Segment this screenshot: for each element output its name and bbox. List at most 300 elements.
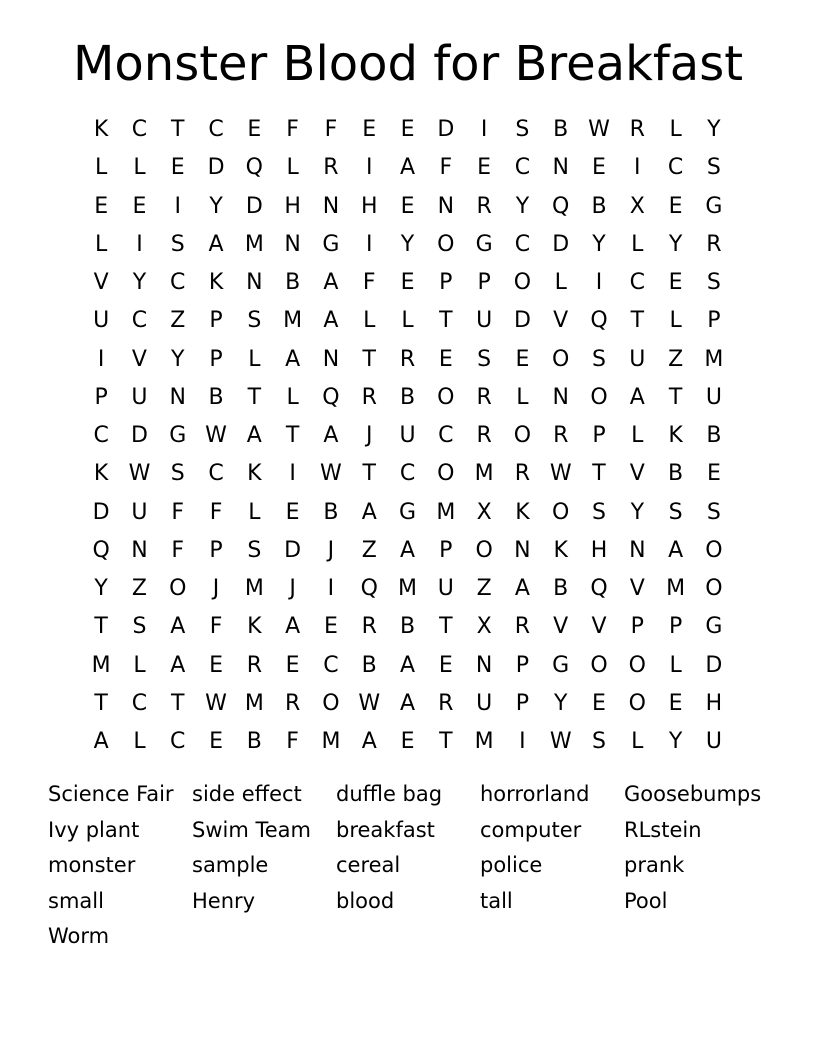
grid-letter: L	[133, 155, 146, 181]
grid-letter: D	[207, 155, 225, 181]
grid-letter: W	[588, 117, 610, 142]
grid-letter: P	[477, 270, 491, 295]
grid-letter: Z	[131, 576, 147, 601]
grid-letter: L	[631, 423, 644, 448]
grid-letter: L	[669, 652, 682, 678]
grid-letter: K	[208, 270, 224, 295]
grid-letter: V	[131, 346, 147, 372]
grid-letter: E	[400, 193, 415, 219]
grid-letter: W	[320, 461, 342, 487]
word-list-item: monster	[48, 853, 136, 877]
word-list-item: police	[480, 853, 543, 877]
grid-letter: E	[132, 193, 147, 219]
grid-letter: V	[553, 308, 569, 334]
grid-letter: O	[628, 690, 646, 716]
grid-letter: R	[629, 117, 645, 142]
grid-letter: U	[476, 308, 493, 334]
word-list-item: Swim Team	[192, 817, 311, 842]
grid-letter: T	[362, 461, 376, 487]
word-list-item: prank	[624, 853, 685, 877]
word-list-item: Goosebumps	[624, 782, 762, 806]
grid-letter: L	[286, 384, 299, 410]
grid-letter: Y	[400, 231, 415, 257]
grid-letter: D	[437, 117, 455, 142]
grid-letter: B	[399, 384, 416, 410]
grid-letter: N	[629, 537, 646, 563]
grid-letter: N	[514, 537, 531, 563]
grid-letter: R	[476, 384, 492, 410]
grid-letter: F	[324, 117, 338, 142]
grid-letter: A	[170, 652, 186, 678]
word-list-item: Worm	[48, 924, 110, 948]
grid-letter: E	[285, 499, 300, 525]
grid-letter: S	[706, 270, 721, 295]
word-list-item: RLstein	[624, 817, 702, 842]
grid-letter: T	[668, 384, 683, 410]
grid-letter: Y	[668, 231, 683, 257]
grid-letter: L	[286, 155, 299, 181]
grid-letter: A	[323, 423, 339, 448]
grid-letter: E	[592, 155, 606, 181]
grid-letter: T	[94, 690, 108, 716]
grid-letter: P	[630, 614, 644, 640]
grid-letter: E	[170, 155, 185, 181]
grid-letter: L	[631, 231, 644, 257]
grid-letter: A	[399, 652, 416, 678]
grid-letter: Z	[668, 346, 684, 372]
grid-letter: S	[592, 499, 606, 525]
grid-letter: N	[437, 193, 455, 219]
grid-letter: M	[283, 308, 303, 334]
grid-letter: N	[322, 193, 340, 219]
grid-letter: Y	[630, 499, 645, 525]
grid-letter: Q	[590, 308, 608, 334]
grid-letter: A	[399, 690, 416, 716]
grid-letter: N	[131, 537, 148, 563]
grid-letter: E	[247, 117, 262, 142]
grid-letter: R	[246, 652, 262, 678]
grid-letter: C	[170, 729, 186, 754]
grid-letter: E	[323, 614, 338, 640]
grid-letter: I	[480, 117, 488, 142]
grid-letter: O	[552, 346, 570, 372]
grid-letter: V	[629, 576, 645, 601]
grid-letter: A	[668, 537, 684, 563]
word-list-item: breakfast	[336, 817, 435, 842]
grid-letter: G	[475, 231, 493, 257]
grid-letter: J	[289, 576, 296, 601]
grid-letter: M	[474, 461, 494, 487]
grid-letter: S	[515, 117, 530, 142]
grid-letter: E	[706, 461, 721, 487]
grid-letter: X	[476, 499, 492, 525]
grid-letter: A	[323, 308, 339, 334]
grid-letter: N	[552, 384, 569, 410]
grid-letter: Y	[553, 690, 568, 716]
grid-letter: E	[400, 117, 415, 142]
grid-letter: R	[514, 614, 531, 640]
grid-letter: M	[91, 652, 111, 678]
grid-letter: J	[327, 537, 335, 563]
grid-letter: A	[208, 231, 224, 257]
grid-letter: K	[247, 461, 262, 487]
grid-letter: P	[668, 614, 683, 640]
grid-letter: S	[592, 346, 606, 372]
grid-letter: S	[170, 461, 185, 487]
grid-letter: Z	[476, 576, 492, 601]
grid-letter: Q	[322, 384, 340, 410]
grid-letter: V	[553, 614, 569, 640]
grid-letter: I	[519, 729, 526, 754]
grid-letter: L	[133, 652, 146, 678]
grid-letter: P	[515, 652, 530, 678]
grid-letter: I	[136, 231, 143, 257]
grid-letter: D	[92, 499, 110, 525]
grid-letter: Q	[590, 576, 608, 601]
grid-letter: B	[553, 576, 569, 601]
grid-letter: A	[285, 614, 301, 640]
grid-letter: R	[284, 690, 301, 716]
grid-letter: F	[362, 270, 376, 295]
grid-letter: O	[437, 384, 455, 410]
grid-letter: U	[131, 499, 148, 525]
grid-letter: N	[246, 270, 263, 295]
grid-letter: R	[476, 193, 492, 219]
grid-letter: S	[247, 308, 262, 334]
grid-letter: P	[209, 346, 223, 372]
grid-letter: A	[399, 537, 416, 563]
grid-letter: C	[514, 231, 531, 257]
grid-letter: F	[171, 537, 185, 563]
grid-letter: Z	[361, 537, 377, 563]
grid-letter: U	[437, 576, 454, 601]
grid-letter: P	[209, 537, 223, 563]
grid-letter: E	[668, 690, 683, 716]
grid-letter: Y	[592, 231, 606, 257]
grid-letter: G	[322, 231, 340, 257]
grid-letter: Y	[668, 729, 683, 754]
grid-letter: D	[705, 652, 723, 678]
grid-letter: P	[439, 537, 453, 563]
grid-letter: E	[400, 729, 415, 754]
grid-letter: W	[549, 729, 572, 754]
grid-letter: O	[513, 270, 532, 295]
grid-letter: B	[285, 270, 301, 295]
grid-letter: C	[131, 690, 148, 716]
grid-letter: K	[93, 117, 109, 142]
grid-letter: U	[705, 729, 722, 754]
grid-letter: O	[705, 537, 723, 563]
grid-letter: I	[289, 461, 296, 487]
grid-letter: L	[554, 270, 567, 295]
grid-letter: R	[323, 155, 339, 181]
grid-letter: A	[323, 270, 339, 295]
word-list-item: Science Fair	[48, 782, 174, 806]
grid-letter: F	[286, 729, 299, 754]
grid-letter: M	[474, 729, 494, 754]
grid-letter: N	[552, 155, 569, 181]
grid-letter: L	[363, 308, 376, 334]
grid-letter: T	[171, 690, 185, 716]
word-list-item: Ivy plant	[48, 817, 140, 842]
grid-letter: L	[248, 499, 261, 525]
grid-letter: C	[131, 308, 148, 334]
grid-letter: O	[513, 423, 532, 448]
grid-letter: W	[205, 690, 227, 716]
grid-letter: B	[246, 729, 262, 754]
grid-letter: G	[169, 423, 187, 448]
grid-letter: B	[591, 193, 607, 219]
grid-letter: Y	[515, 193, 530, 219]
grid-letter: W	[549, 461, 572, 487]
grid-letter: A	[246, 423, 262, 448]
grid-letter: K	[668, 423, 683, 448]
word-list-item: side effect	[192, 782, 302, 806]
grid-letter: T	[439, 614, 453, 640]
grid-letter: M	[666, 576, 686, 601]
grid-letter: Y	[132, 270, 147, 295]
grid-letter: O	[590, 652, 608, 678]
grid-letter: B	[399, 614, 416, 640]
puzzle-title: Monster Blood for Breakfast	[72, 36, 744, 92]
grid-letter: E	[94, 193, 109, 219]
grid-letter: E	[477, 155, 492, 181]
word-list-item: blood	[336, 888, 395, 913]
grid-letter: U	[705, 384, 722, 410]
grid-letter: M	[321, 729, 341, 754]
grid-letter: B	[553, 117, 569, 142]
grid-letter: V	[629, 461, 645, 487]
grid-letter: N	[169, 384, 186, 410]
grid-letter: S	[706, 155, 721, 181]
grid-letter: M	[704, 346, 724, 372]
grid-letter: G	[552, 652, 570, 678]
grid-letter: M	[244, 576, 264, 601]
grid-letter: L	[669, 308, 682, 334]
grid-letter: H	[705, 690, 723, 716]
word-list-item: horrorland	[480, 782, 590, 806]
grid-letter: R	[476, 423, 492, 448]
grid-letter: I	[634, 155, 641, 181]
grid-letter: T	[285, 423, 300, 448]
grid-letter: R	[514, 461, 531, 487]
grid-letter: T	[94, 614, 108, 640]
grid-letter: Q	[552, 193, 570, 219]
grid-letter: B	[323, 499, 339, 525]
grid-letter: P	[439, 270, 453, 295]
grid-letter: H	[360, 193, 378, 219]
grid-letter: T	[362, 346, 376, 372]
grid-letter: C	[208, 461, 224, 487]
grid-letter: E	[668, 193, 683, 219]
grid-letter: L	[631, 729, 644, 754]
word-list-item: Henry	[192, 888, 256, 913]
grid-letter: F	[439, 155, 453, 181]
grid-letter: G	[705, 193, 723, 219]
grid-letter: O	[705, 576, 723, 601]
grid-letter: Y	[94, 576, 108, 601]
grid-letter: O	[169, 576, 187, 601]
grid-letter: B	[361, 652, 377, 678]
grid-letter: O	[437, 461, 455, 487]
grid-letter: L	[516, 384, 529, 410]
grid-letter: P	[592, 423, 606, 448]
grid-letter: S	[132, 614, 147, 640]
grid-letter: D	[552, 231, 570, 257]
grid-letter: E	[668, 270, 683, 295]
word-list	[48, 777, 768, 955]
grid-letter: E	[209, 729, 223, 754]
grid-letter: W	[358, 690, 381, 716]
grid-letter: C	[208, 117, 224, 142]
grid-letter: I	[365, 231, 373, 257]
grid-letter: T	[439, 308, 453, 334]
grid-letter: T	[171, 117, 185, 142]
word-list-item: small	[48, 888, 104, 913]
grid-letter: C	[629, 270, 645, 295]
grid-letter: O	[628, 652, 646, 678]
grid-letter: L	[248, 346, 261, 372]
grid-letter: O	[552, 499, 570, 525]
grid-letter: O	[322, 690, 340, 716]
grid-letter: A	[170, 614, 186, 640]
grid-letter: R	[399, 346, 416, 372]
grid-letter: P	[209, 308, 223, 334]
grid-letter: T	[247, 384, 262, 410]
grid-letter: K	[553, 537, 568, 563]
grid-letter: I	[327, 576, 335, 601]
grid-letter: M	[436, 499, 456, 525]
grid-letter: N	[475, 652, 493, 678]
grid-letter: I	[595, 270, 603, 295]
letter-grid	[82, 111, 733, 761]
grid-letter: L	[401, 308, 414, 334]
grid-letter: O	[437, 231, 455, 257]
grid-letter: I	[97, 346, 105, 372]
grid-letter: C	[667, 155, 684, 181]
grid-letter: C	[93, 423, 109, 448]
grid-letter: P	[707, 308, 721, 334]
grid-letter: C	[438, 423, 454, 448]
grid-letter: R	[553, 423, 569, 448]
grid-letter: U	[399, 423, 416, 448]
word-list-item: cereal	[336, 853, 401, 877]
grid-letter: D	[130, 423, 148, 448]
grid-letter: W	[128, 461, 151, 487]
grid-letter: Y	[707, 117, 721, 142]
grid-letter: D	[245, 193, 263, 219]
grid-letter: E	[209, 652, 223, 678]
grid-letter: L	[133, 729, 146, 754]
grid-letter: T	[439, 729, 453, 754]
grid-letter: H	[284, 193, 301, 219]
grid-letter: E	[515, 346, 530, 372]
grid-letter: N	[284, 231, 301, 257]
word-list-item: tall	[480, 888, 513, 913]
word-list-item: duffle bag	[336, 782, 443, 806]
grid-letter: B	[706, 423, 722, 448]
grid-letter: E	[285, 652, 300, 678]
word-list-item: sample	[192, 853, 269, 877]
grid-letter: R	[361, 384, 377, 410]
grid-letter: U	[131, 384, 148, 410]
grid-letter: E	[400, 270, 415, 295]
grid-letter: N	[322, 346, 340, 372]
grid-letter: L	[95, 155, 108, 181]
grid-letter: V	[93, 270, 109, 295]
grid-letter: I	[174, 193, 181, 219]
grid-letter: L	[95, 231, 108, 257]
grid-letter: G	[398, 499, 417, 525]
grid-letter: M	[398, 576, 418, 601]
grid-letter: T	[592, 461, 606, 487]
grid-letter: P	[94, 384, 108, 410]
grid-letter: S	[592, 729, 606, 754]
grid-letter: E	[438, 346, 453, 372]
grid-letter: X	[476, 614, 492, 640]
grid-letter: D	[513, 308, 531, 334]
grid-letter: Q	[360, 576, 378, 601]
grid-letter: U	[476, 690, 493, 716]
grid-letter: C	[323, 652, 339, 678]
grid-letter: C	[514, 155, 531, 181]
grid-letter: A	[629, 384, 645, 410]
grid-letter: J	[365, 423, 373, 448]
grid-letter: A	[361, 499, 377, 525]
word-list-item: Pool	[624, 888, 668, 913]
grid-letter: R	[361, 614, 377, 640]
grid-letter: S	[247, 537, 262, 563]
grid-letter: Q	[92, 537, 110, 563]
grid-letter: Y	[171, 346, 185, 372]
grid-letter: U	[93, 308, 110, 334]
grid-letter: A	[361, 729, 377, 754]
grid-letter: X	[629, 193, 645, 219]
grid-letter: L	[669, 117, 682, 142]
word-list-item: computer	[480, 817, 582, 842]
grid-letter: P	[515, 690, 530, 716]
grid-letter: C	[170, 270, 186, 295]
grid-letter: I	[365, 155, 373, 181]
grid-letter: A	[399, 155, 416, 181]
grid-letter: A	[285, 346, 301, 372]
grid-letter: K	[93, 461, 109, 487]
grid-letter: Y	[209, 193, 223, 219]
grid-letter: E	[592, 690, 606, 716]
grid-letter: F	[209, 614, 223, 640]
grid-letter: Q	[245, 155, 263, 181]
grid-letter: T	[630, 308, 645, 334]
grid-letter: C	[131, 117, 148, 142]
grid-letter: R	[438, 690, 454, 716]
grid-letter: K	[515, 499, 530, 525]
grid-letter: G	[705, 614, 723, 640]
grid-letter: M	[244, 690, 264, 716]
grid-letter: B	[208, 384, 224, 410]
grid-letter: D	[284, 537, 302, 563]
grid-letter: O	[590, 384, 608, 410]
grid-letter: V	[591, 614, 607, 640]
grid-letter: A	[93, 729, 109, 754]
grid-letter: S	[477, 346, 492, 372]
grid-letter: U	[629, 346, 646, 372]
grid-letter: A	[514, 576, 530, 601]
grid-letter: Z	[170, 308, 186, 334]
grid-letter: J	[212, 576, 220, 601]
grid-letter: F	[171, 499, 185, 525]
grid-letter: E	[362, 117, 377, 142]
grid-letter: S	[170, 231, 185, 257]
